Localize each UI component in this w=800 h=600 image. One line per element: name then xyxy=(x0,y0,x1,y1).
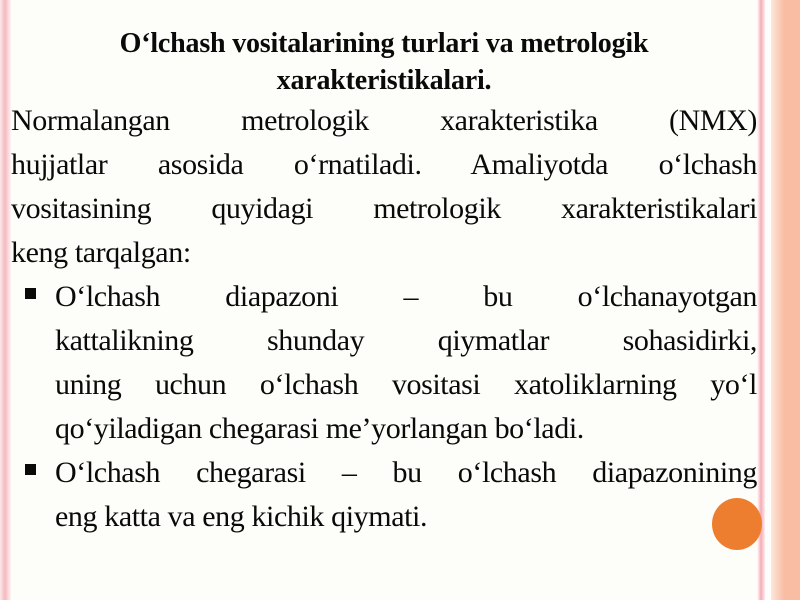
bullet-item-1 xyxy=(11,275,757,451)
right-border-band xyxy=(771,0,800,600)
intro-paragraph xyxy=(11,99,757,275)
slide-title-line-2: xarakteristikalari. xyxy=(276,65,492,96)
intro-line-2: hujjatlar asosida o‘rnatiladi. Amaliyotda o‘lchash xyxy=(11,148,757,181)
slide-content xyxy=(11,0,757,539)
bullet-2-line-2: eng katta va eng kichik qiymati. xyxy=(55,500,428,533)
intro-line-3: vositasining quyidagi metrologik xarakteristikalari xyxy=(11,192,757,225)
slide-title xyxy=(29,25,739,99)
bullet-item-2 xyxy=(11,451,757,539)
left-border-stripe xyxy=(0,0,11,600)
intro-line-4: keng tarqalgan: xyxy=(11,236,191,269)
bullet-1-line-2: kattalikning shunday qiymatlar sohasidirki, xyxy=(55,324,757,357)
bullet-1-line-3: uning uchun o‘lchash vositasi xatoliklarning yo‘l xyxy=(55,368,757,401)
slide-title-line-1: O‘lchash vositalarining turlari va metrologik xyxy=(119,28,649,59)
intro-line-1: Normalangan metrologik xarakteristika (NMX) xyxy=(11,104,757,137)
bullet-1-line-4: qo‘yiladigan chegarasi me’yorlangan bo‘ladi. xyxy=(55,412,584,445)
bullet-square-marker xyxy=(25,288,36,299)
bullet-2-line-1: O‘lchash chegarasi – bu o‘lchash diapazonining xyxy=(55,456,757,489)
bullet-square-marker xyxy=(25,464,36,475)
bullet-1-line-1: O‘lchash diapazoni – bu o‘lchanayotgan xyxy=(55,280,757,313)
